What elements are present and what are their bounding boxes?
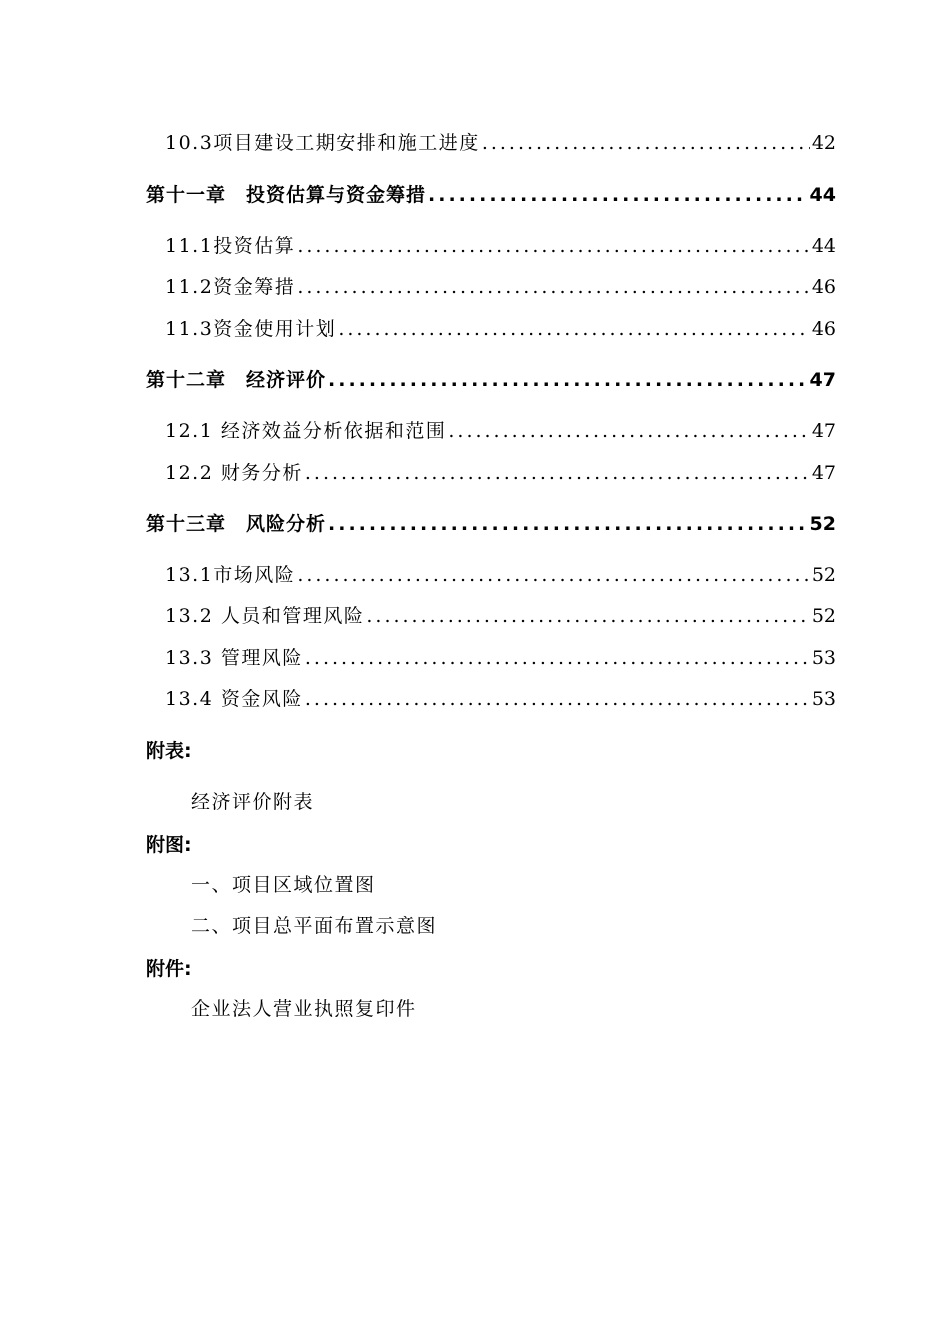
- toc-entry-title: 11.2资金筹措: [165, 276, 296, 298]
- toc-entry-title: 12.2 财务分析: [165, 462, 303, 484]
- toc-entry-title: 10.3项目建设工期安排和施工进度: [165, 132, 480, 154]
- toc-entry-12-1[interactable]: [165, 416, 836, 443]
- toc-leader-dots: [482, 132, 810, 154]
- toc-entry-title: 13.1市场风险: [165, 564, 296, 586]
- toc-entry-12-2[interactable]: [165, 458, 836, 485]
- toc-entry-11-1[interactable]: [165, 231, 836, 258]
- toc-leader-dots: [305, 462, 810, 484]
- attachments-heading: 附件:: [146, 958, 192, 980]
- toc-entry-page: 52: [811, 564, 836, 586]
- toc-entry-13-1[interactable]: [165, 560, 836, 587]
- toc-entry-13-2[interactable]: [165, 601, 836, 628]
- toc-chapter-title: 第十二章 经济评价: [146, 369, 327, 391]
- toc-leader-dots: [338, 318, 810, 340]
- toc-entry-11-2[interactable]: [165, 272, 836, 299]
- toc-entry-11-3[interactable]: [165, 314, 836, 341]
- toc-leader-dots: [328, 369, 808, 391]
- toc-entry-title: 13.2 人员和管理风险: [165, 605, 365, 627]
- toc-entry-page: 47: [811, 420, 836, 442]
- toc-leader-dots: [305, 647, 810, 669]
- toc-leader-dots: [448, 420, 809, 442]
- appendix-figures-item: 二、项目总平面布置示意图: [191, 915, 438, 937]
- toc-entry-title: 13.3 管理风险: [165, 647, 303, 669]
- toc-entry-page: 46: [811, 318, 836, 340]
- toc-entry-page: 44: [811, 235, 836, 257]
- toc-entry-title: 12.1 经济效益分析依据和范围: [165, 420, 447, 442]
- toc-leader-dots: [328, 513, 808, 535]
- toc-entry-title: 13.4 资金风险: [165, 688, 303, 710]
- toc-entry-page: 46: [811, 276, 836, 298]
- attachments-item: 企业法人营业执照复印件: [191, 998, 417, 1020]
- appendix-tables-heading: 附表:: [146, 740, 192, 762]
- toc-chapter-page: 52: [809, 513, 836, 535]
- toc-entry-13-3[interactable]: [165, 643, 836, 670]
- appendix-tables-item: 经济评价附表: [191, 791, 315, 813]
- toc-entry-page: 42: [811, 132, 836, 154]
- toc-chapter-title: 第十三章 风险分析: [146, 513, 327, 535]
- toc-chapter-page: 44: [809, 184, 836, 206]
- toc-leader-dots: [297, 235, 810, 257]
- toc-entry-page: 53: [811, 647, 836, 669]
- toc-leader-dots: [366, 605, 809, 627]
- toc-entry-page: 47: [811, 462, 836, 484]
- toc-entry-title: 11.1投资估算: [165, 235, 296, 257]
- toc-chapter-title: 第十一章 投资估算与资金筹措: [146, 184, 427, 206]
- toc-chapter-13[interactable]: [146, 509, 836, 536]
- toc-chapter-12[interactable]: [146, 365, 836, 392]
- toc-chapter-page: 47: [809, 369, 836, 391]
- appendix-figures-heading: 附图:: [146, 834, 192, 856]
- toc-leader-dots: [297, 564, 810, 586]
- toc-chapter-11[interactable]: [146, 180, 836, 207]
- toc-leader-dots: [305, 688, 810, 710]
- toc-leader-dots: [428, 184, 808, 206]
- appendix-figures-item: 一、项目区域位置图: [191, 874, 376, 896]
- toc-entry-page: 53: [811, 688, 836, 710]
- toc-leader-dots: [297, 276, 810, 298]
- toc-entry-page: 52: [811, 605, 836, 627]
- toc-entry-title: 11.3资金使用计划: [165, 318, 337, 340]
- toc-entry-10-3[interactable]: [165, 128, 836, 155]
- toc-entry-13-4[interactable]: [165, 684, 836, 711]
